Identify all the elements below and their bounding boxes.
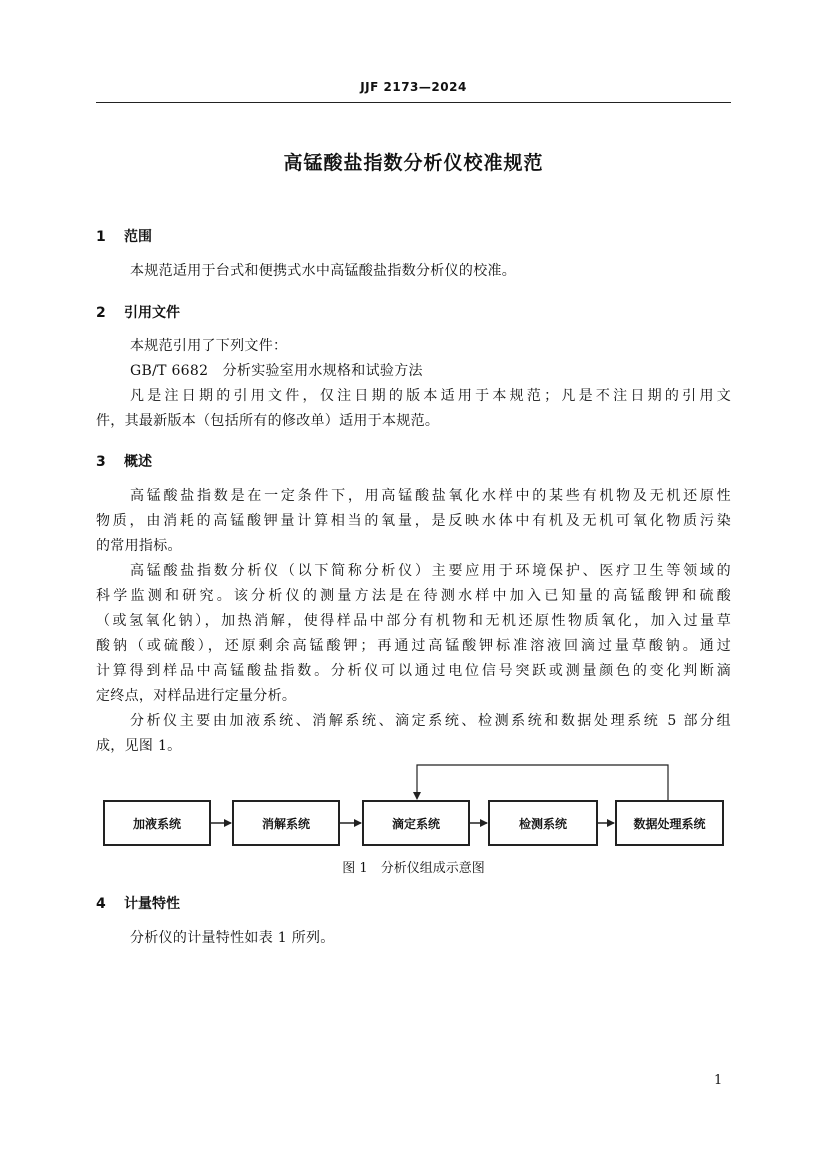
paragraph-line: 酸钠（或硫酸），还原剩余高锰酸钾；再通过高锰酸钾标准溶液回滴过量草酸钠。通过	[96, 638, 731, 654]
paragraph-line: 本规范适用于台式和便携式水中高锰酸盐指数分析仪的校准。	[130, 263, 517, 279]
section-number: 4	[96, 896, 106, 912]
paragraph-line: 科学监测和研究。该分析仪的测量方法是在待测水样中加入已知量的高锰酸钾和硫酸	[96, 588, 731, 604]
section-title: 概述	[124, 454, 152, 470]
paragraph-line: 的常用指标。	[96, 538, 182, 554]
diagram-box-titration: 滴定系统	[362, 800, 470, 846]
diagram-box-digestion: 消解系统	[232, 800, 340, 846]
section-number: 1	[96, 229, 106, 245]
section-2-heading	[96, 302, 180, 322]
header-rule	[96, 102, 731, 103]
paragraph-line: 凡是注日期的引用文件，仅注日期的版本适用于本规范；凡是不注日期的引用文	[130, 388, 731, 404]
paragraph-line: 高锰酸盐指数是在一定条件下，用高锰酸盐氧化水样中的某些有机物及无机还原性	[130, 488, 731, 504]
feedback-arrow	[417, 765, 668, 800]
paragraph-line: 件，其最新版本（包括所有的修改单）适用于本规范。	[96, 413, 440, 429]
section-title: 计量特性	[124, 896, 180, 912]
section-number: 2	[96, 305, 106, 321]
paragraph-line: 物质，由消耗的高锰酸钾量计算相当的氧量，是反映水体中有机及无机可氧化物质污染	[96, 513, 731, 529]
figure-caption: 图 1 分析仪组成示意图	[342, 861, 485, 876]
document-title: 高锰酸盐指数分析仪校准规范	[283, 152, 544, 174]
paragraph-line: 分析仪主要由加液系统、消解系统、滴定系统、检测系统和数据处理系统 5 部分组	[130, 713, 731, 729]
section-4-heading	[96, 893, 180, 913]
diagram-box-liquid-adding: 加液系统	[103, 800, 211, 846]
diagram-box-detection: 检测系统	[488, 800, 598, 846]
paragraph-line: 分析仪的计量特性如表 1 所列。	[130, 930, 335, 946]
paragraph-line: （或氢氧化钠），加热消解，使得样品中部分有机物和无机还原性物质氧化，加入过量草	[96, 613, 731, 629]
reference-line: GB/T 6682 分析实验室用水规格和试验方法	[130, 363, 423, 379]
diagram-box-data-processing: 数据处理系统	[615, 800, 724, 846]
section-1-heading	[96, 226, 152, 246]
paragraph-line: 成，见图 1。	[96, 738, 182, 754]
paragraph-line: 计算得到样品中高锰酸盐指数。分析仪可以通过电位信号突跃或测量颜色的变化判断滴	[96, 663, 731, 679]
section-number: 3	[96, 454, 106, 470]
section-title: 范围	[124, 229, 152, 245]
document-code: JJF 2173—2024	[360, 80, 467, 94]
section-3-heading	[96, 451, 152, 471]
paragraph-line: 定终点，对样品进行定量分析。	[96, 688, 297, 704]
paragraph-line: 本规范引用了下列文件：	[130, 338, 288, 354]
paragraph-line: 高锰酸盐指数分析仪（以下简称分析仪）主要应用于环境保护、医疗卫生等领域的	[130, 563, 731, 579]
section-title: 引用文件	[124, 305, 180, 321]
page-number: 1	[714, 1073, 723, 1088]
